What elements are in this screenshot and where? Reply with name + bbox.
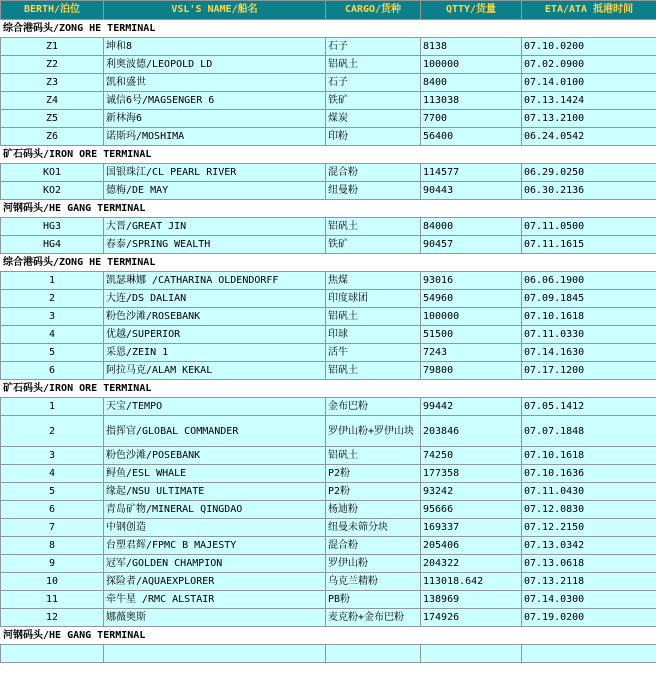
cell-quantity[interactable]: 177358 (421, 465, 522, 483)
cell-cargo[interactable]: 纽曼未筛分块 (326, 519, 421, 537)
cell-vessel-name[interactable]: 凯瑟琳娜 /CATHARINA OLDENDORFF (104, 272, 326, 290)
cell-berth[interactable]: 6 (1, 362, 104, 380)
cell-eta[interactable]: 06.06.1900 (522, 272, 656, 290)
cell-quantity[interactable]: 113018.642 (421, 573, 522, 591)
cell-berth[interactable]: Z3 (1, 74, 104, 92)
cell-berth[interactable]: 3 (1, 308, 104, 326)
table-row (1, 465, 656, 483)
cell-vessel-name[interactable]: 春泰/SPRING WEALTH (104, 236, 326, 254)
header-berth[interactable]: BERTH/泊位 (1, 1, 104, 20)
cell-quantity[interactable]: 74250 (421, 447, 522, 465)
cell-vessel-name[interactable]: 指挥官/GLOBAL COMMANDER (104, 416, 326, 447)
cell-quantity[interactable]: 113038 (421, 92, 522, 110)
cell-cargo[interactable]: 麦克粉+金布巴粉 (326, 609, 421, 627)
cell-vessel-name[interactable]: 天宝/TEMPO (104, 398, 326, 416)
section-title[interactable]: 综合港码头/ZONG HE TERMINAL (1, 254, 656, 272)
table-row (1, 326, 656, 344)
cell-cargo[interactable]: 石子 (326, 38, 421, 56)
cell-vessel-name[interactable]: 粉色沙滩/POSEBANK (104, 447, 326, 465)
cell-cargo[interactable]: 罗伊山粉+罗伊山块 (326, 416, 421, 447)
cell-cargo[interactable]: 焦煤 (326, 272, 421, 290)
cell-vessel-name[interactable]: 利奥波德/LEOPOLD LD (104, 56, 326, 74)
cell-cargo[interactable]: 铝矾土 (326, 308, 421, 326)
cell-berth[interactable]: 6 (1, 501, 104, 519)
cell-berth[interactable]: Z6 (1, 128, 104, 146)
table-row (1, 447, 656, 465)
cell-berth[interactable]: 5 (1, 483, 104, 501)
table-row (1, 128, 656, 146)
cell-berth[interactable]: Z5 (1, 110, 104, 128)
cell-quantity[interactable]: 8400 (421, 74, 522, 92)
table-row (1, 591, 656, 609)
header-row (1, 1, 656, 20)
table-row (1, 110, 656, 128)
table-row (1, 236, 656, 254)
section-header-row (1, 20, 656, 38)
cell-vessel-name[interactable]: 优越/SUPERIOR (104, 326, 326, 344)
table-row (1, 56, 656, 74)
cell-vessel-name[interactable]: 中钢创造 (104, 519, 326, 537)
section-header-row (1, 627, 656, 645)
cell-vessel-name[interactable]: 探险者/AQUAEXPLORER (104, 573, 326, 591)
cell-eta[interactable]: 07.05.1412 (522, 398, 656, 416)
cell-berth[interactable]: 2 (1, 416, 104, 447)
table-row (1, 416, 656, 447)
cell-berth[interactable]: 8 (1, 537, 104, 555)
cell-cargo[interactable]: 罗伊山粉 (326, 555, 421, 573)
cell-eta[interactable]: 07.11.0500 (522, 218, 656, 236)
cell-vessel-name[interactable]: 大连/DS DALIAN (104, 290, 326, 308)
empty-cell[interactable] (421, 645, 522, 663)
cell-vessel-name[interactable]: 德梅/DE MAY (104, 182, 326, 200)
cell-quantity[interactable]: 93016 (421, 272, 522, 290)
cell-cargo[interactable]: P2粉 (326, 465, 421, 483)
cell-cargo[interactable]: 金布巴粉 (326, 398, 421, 416)
cell-eta[interactable]: 07.13.2100 (522, 110, 656, 128)
section-header-row (1, 200, 656, 218)
cell-vessel-name[interactable]: 坤和8 (104, 38, 326, 56)
section-title[interactable]: 矿石码头/IRON ORE TERMINAL (1, 380, 656, 398)
cell-eta[interactable]: 07.10.0200 (522, 38, 656, 56)
cell-berth[interactable]: 12 (1, 609, 104, 627)
table-row (1, 164, 656, 182)
table-row (1, 308, 656, 326)
cell-cargo[interactable]: 煤炭 (326, 110, 421, 128)
cell-quantity[interactable]: 84000 (421, 218, 522, 236)
cell-berth[interactable]: HG3 (1, 218, 104, 236)
section-header-row (1, 254, 656, 272)
cell-berth[interactable]: 1 (1, 398, 104, 416)
cell-eta[interactable]: 07.10.1618 (522, 308, 656, 326)
empty-row (1, 645, 656, 663)
cell-eta[interactable]: 06.30.2136 (522, 182, 656, 200)
cell-quantity[interactable]: 56400 (421, 128, 522, 146)
cell-vessel-name[interactable]: 阿拉马克/ALAM KEKAL (104, 362, 326, 380)
cell-quantity[interactable]: 99442 (421, 398, 522, 416)
cell-eta[interactable]: 07.12.0830 (522, 501, 656, 519)
cell-cargo[interactable]: 杨迪粉 (326, 501, 421, 519)
cell-cargo[interactable]: 纽曼粉 (326, 182, 421, 200)
header-eta[interactable]: ETA/ATA 抵港时间 (522, 1, 656, 20)
cell-eta[interactable]: 07.14.0100 (522, 74, 656, 92)
cell-quantity[interactable]: 204322 (421, 555, 522, 573)
cell-cargo[interactable]: 混合粉 (326, 537, 421, 555)
cell-cargo[interactable]: P2粉 (326, 483, 421, 501)
cell-eta[interactable]: 07.11.0430 (522, 483, 656, 501)
header-cargo[interactable]: CARGO/货种 (326, 1, 421, 20)
table-row (1, 537, 656, 555)
cell-cargo[interactable]: 铝矾土 (326, 447, 421, 465)
cell-vessel-name[interactable]: 牵牛星 /RMC ALSTAIR (104, 591, 326, 609)
cell-eta[interactable]: 07.12.2150 (522, 519, 656, 537)
table-row (1, 483, 656, 501)
cell-berth[interactable]: HG4 (1, 236, 104, 254)
cell-eta[interactable]: 07.11.1615 (522, 236, 656, 254)
cell-eta[interactable]: 07.07.1848 (522, 416, 656, 447)
cell-berth[interactable]: KO1 (1, 164, 104, 182)
cell-quantity[interactable]: 114577 (421, 164, 522, 182)
cell-eta[interactable]: 06.29.0250 (522, 164, 656, 182)
cell-eta[interactable]: 07.13.2118 (522, 573, 656, 591)
empty-cell[interactable] (1, 645, 104, 663)
cell-berth[interactable]: 3 (1, 447, 104, 465)
cell-eta[interactable]: 07.11.0330 (522, 326, 656, 344)
section-title[interactable]: 河钢码头/HE GANG TERMINAL (1, 627, 656, 645)
cell-eta[interactable]: 07.19.0200 (522, 609, 656, 627)
cell-eta[interactable]: 07.10.1636 (522, 465, 656, 483)
cell-cargo[interactable]: 印粉 (326, 128, 421, 146)
cell-berth[interactable]: 2 (1, 290, 104, 308)
cell-vessel-name[interactable]: 大晋/GREAT JIN (104, 218, 326, 236)
cell-eta[interactable]: 07.17.1200 (522, 362, 656, 380)
cell-quantity[interactable]: 93242 (421, 483, 522, 501)
cell-cargo[interactable]: 铝矾土 (326, 362, 421, 380)
cell-quantity[interactable]: 7700 (421, 110, 522, 128)
cell-vessel-name[interactable]: 诚信6号/MAGSENGER 6 (104, 92, 326, 110)
cell-cargo[interactable]: 铝矾土 (326, 218, 421, 236)
cell-cargo[interactable]: 石子 (326, 74, 421, 92)
cell-berth[interactable]: KO2 (1, 182, 104, 200)
table-row (1, 609, 656, 627)
cell-cargo[interactable]: 印度球团 (326, 290, 421, 308)
cell-berth[interactable]: 4 (1, 326, 104, 344)
table-row (1, 362, 656, 380)
table-row (1, 92, 656, 110)
table-row (1, 182, 656, 200)
table-row (1, 398, 656, 416)
cell-quantity[interactable]: 100000 (421, 56, 522, 74)
table-row (1, 573, 656, 591)
cell-vessel-name[interactable]: 缘起/NSU ULTIMATE (104, 483, 326, 501)
table-row (1, 290, 656, 308)
cell-eta[interactable]: 07.14.1630 (522, 344, 656, 362)
cell-vessel-name[interactable]: 诺斯玛/MOSHIMA (104, 128, 326, 146)
cell-vessel-name[interactable]: 国银珠江/CL PEARL RIVER (104, 164, 326, 182)
table-row (1, 74, 656, 92)
cell-vessel-name[interactable]: 采恩/ZEIN 1 (104, 344, 326, 362)
cell-eta[interactable]: 07.02.0900 (522, 56, 656, 74)
cell-cargo[interactable]: 活牛 (326, 344, 421, 362)
section-title[interactable]: 矿石码头/IRON ORE TERMINAL (1, 146, 656, 164)
cell-berth[interactable]: Z1 (1, 38, 104, 56)
cell-quantity[interactable]: 90443 (421, 182, 522, 200)
cell-quantity[interactable]: 8138 (421, 38, 522, 56)
cell-berth[interactable]: 1 (1, 272, 104, 290)
cell-eta[interactable]: 07.09.1845 (522, 290, 656, 308)
empty-cell[interactable] (326, 645, 421, 663)
table-row (1, 272, 656, 290)
cell-quantity[interactable]: 169337 (421, 519, 522, 537)
cell-quantity[interactable]: 51500 (421, 326, 522, 344)
cell-vessel-name[interactable]: 台塑君辉/FPMC B MAJESTY (104, 537, 326, 555)
cell-eta[interactable]: 07.13.1424 (522, 92, 656, 110)
cell-quantity[interactable]: 95666 (421, 501, 522, 519)
cell-quantity[interactable]: 205406 (421, 537, 522, 555)
cell-quantity[interactable]: 90457 (421, 236, 522, 254)
cell-berth[interactable]: 10 (1, 573, 104, 591)
cell-berth[interactable]: 7 (1, 519, 104, 537)
cell-eta[interactable]: 07.14.0300 (522, 591, 656, 609)
cell-quantity[interactable]: 203846 (421, 416, 522, 447)
cell-cargo[interactable]: 铁矿 (326, 92, 421, 110)
section-title[interactable]: 河钢码头/HE GANG TERMINAL (1, 200, 656, 218)
cell-vessel-name[interactable]: 娜薇奥斯 (104, 609, 326, 627)
section-header-row (1, 146, 656, 164)
header-quantity[interactable]: QTTY/货量 (421, 1, 522, 20)
cell-cargo[interactable]: PB粉 (326, 591, 421, 609)
cell-berth[interactable]: 4 (1, 465, 104, 483)
cell-vessel-name[interactable]: 青岛矿物/MINERAL QINGDAO (104, 501, 326, 519)
table-row (1, 501, 656, 519)
table-body (1, 20, 656, 663)
cell-eta[interactable]: 07.10.1618 (522, 447, 656, 465)
cell-berth[interactable]: Z2 (1, 56, 104, 74)
cell-cargo[interactable]: 混合粉 (326, 164, 421, 182)
table-row (1, 344, 656, 362)
header-vessel-name[interactable]: VSL'S NAME/船名 (104, 1, 326, 20)
cell-quantity[interactable]: 79800 (421, 362, 522, 380)
cell-vessel-name[interactable]: 冠军/GOLDEN CHAMPION (104, 555, 326, 573)
section-title[interactable]: 综合港码头/ZONG HE TERMINAL (1, 20, 656, 38)
table-row (1, 519, 656, 537)
empty-cell[interactable] (104, 645, 326, 663)
cell-vessel-name[interactable]: 粉色沙滩/ROSEBANK (104, 308, 326, 326)
cell-quantity[interactable]: 7243 (421, 344, 522, 362)
cell-cargo[interactable]: 铝矾土 (326, 56, 421, 74)
cell-berth[interactable]: 11 (1, 591, 104, 609)
cell-berth[interactable]: Z4 (1, 92, 104, 110)
cell-berth[interactable]: 5 (1, 344, 104, 362)
cell-quantity[interactable]: 138969 (421, 591, 522, 609)
cell-cargo[interactable]: 铁矿 (326, 236, 421, 254)
table-row (1, 218, 656, 236)
cell-eta[interactable]: 07.13.0342 (522, 537, 656, 555)
empty-cell[interactable] (522, 645, 656, 663)
cell-quantity[interactable]: 174926 (421, 609, 522, 627)
cell-eta[interactable]: 06.24.0542 (522, 128, 656, 146)
section-header-row (1, 380, 656, 398)
cell-berth[interactable]: 9 (1, 555, 104, 573)
table-row (1, 555, 656, 573)
cell-cargo[interactable]: 乌克兰精粉 (326, 573, 421, 591)
cell-quantity[interactable]: 54960 (421, 290, 522, 308)
cell-quantity[interactable]: 100000 (421, 308, 522, 326)
cell-vessel-name[interactable]: 凯和盛世 (104, 74, 326, 92)
table-row (1, 38, 656, 56)
cell-vessel-name[interactable]: 鲟鱼/ESL WHALE (104, 465, 326, 483)
cell-eta[interactable]: 07.13.0618 (522, 555, 656, 573)
cell-vessel-name[interactable]: 新林海6 (104, 110, 326, 128)
cell-cargo[interactable]: 印球 (326, 326, 421, 344)
